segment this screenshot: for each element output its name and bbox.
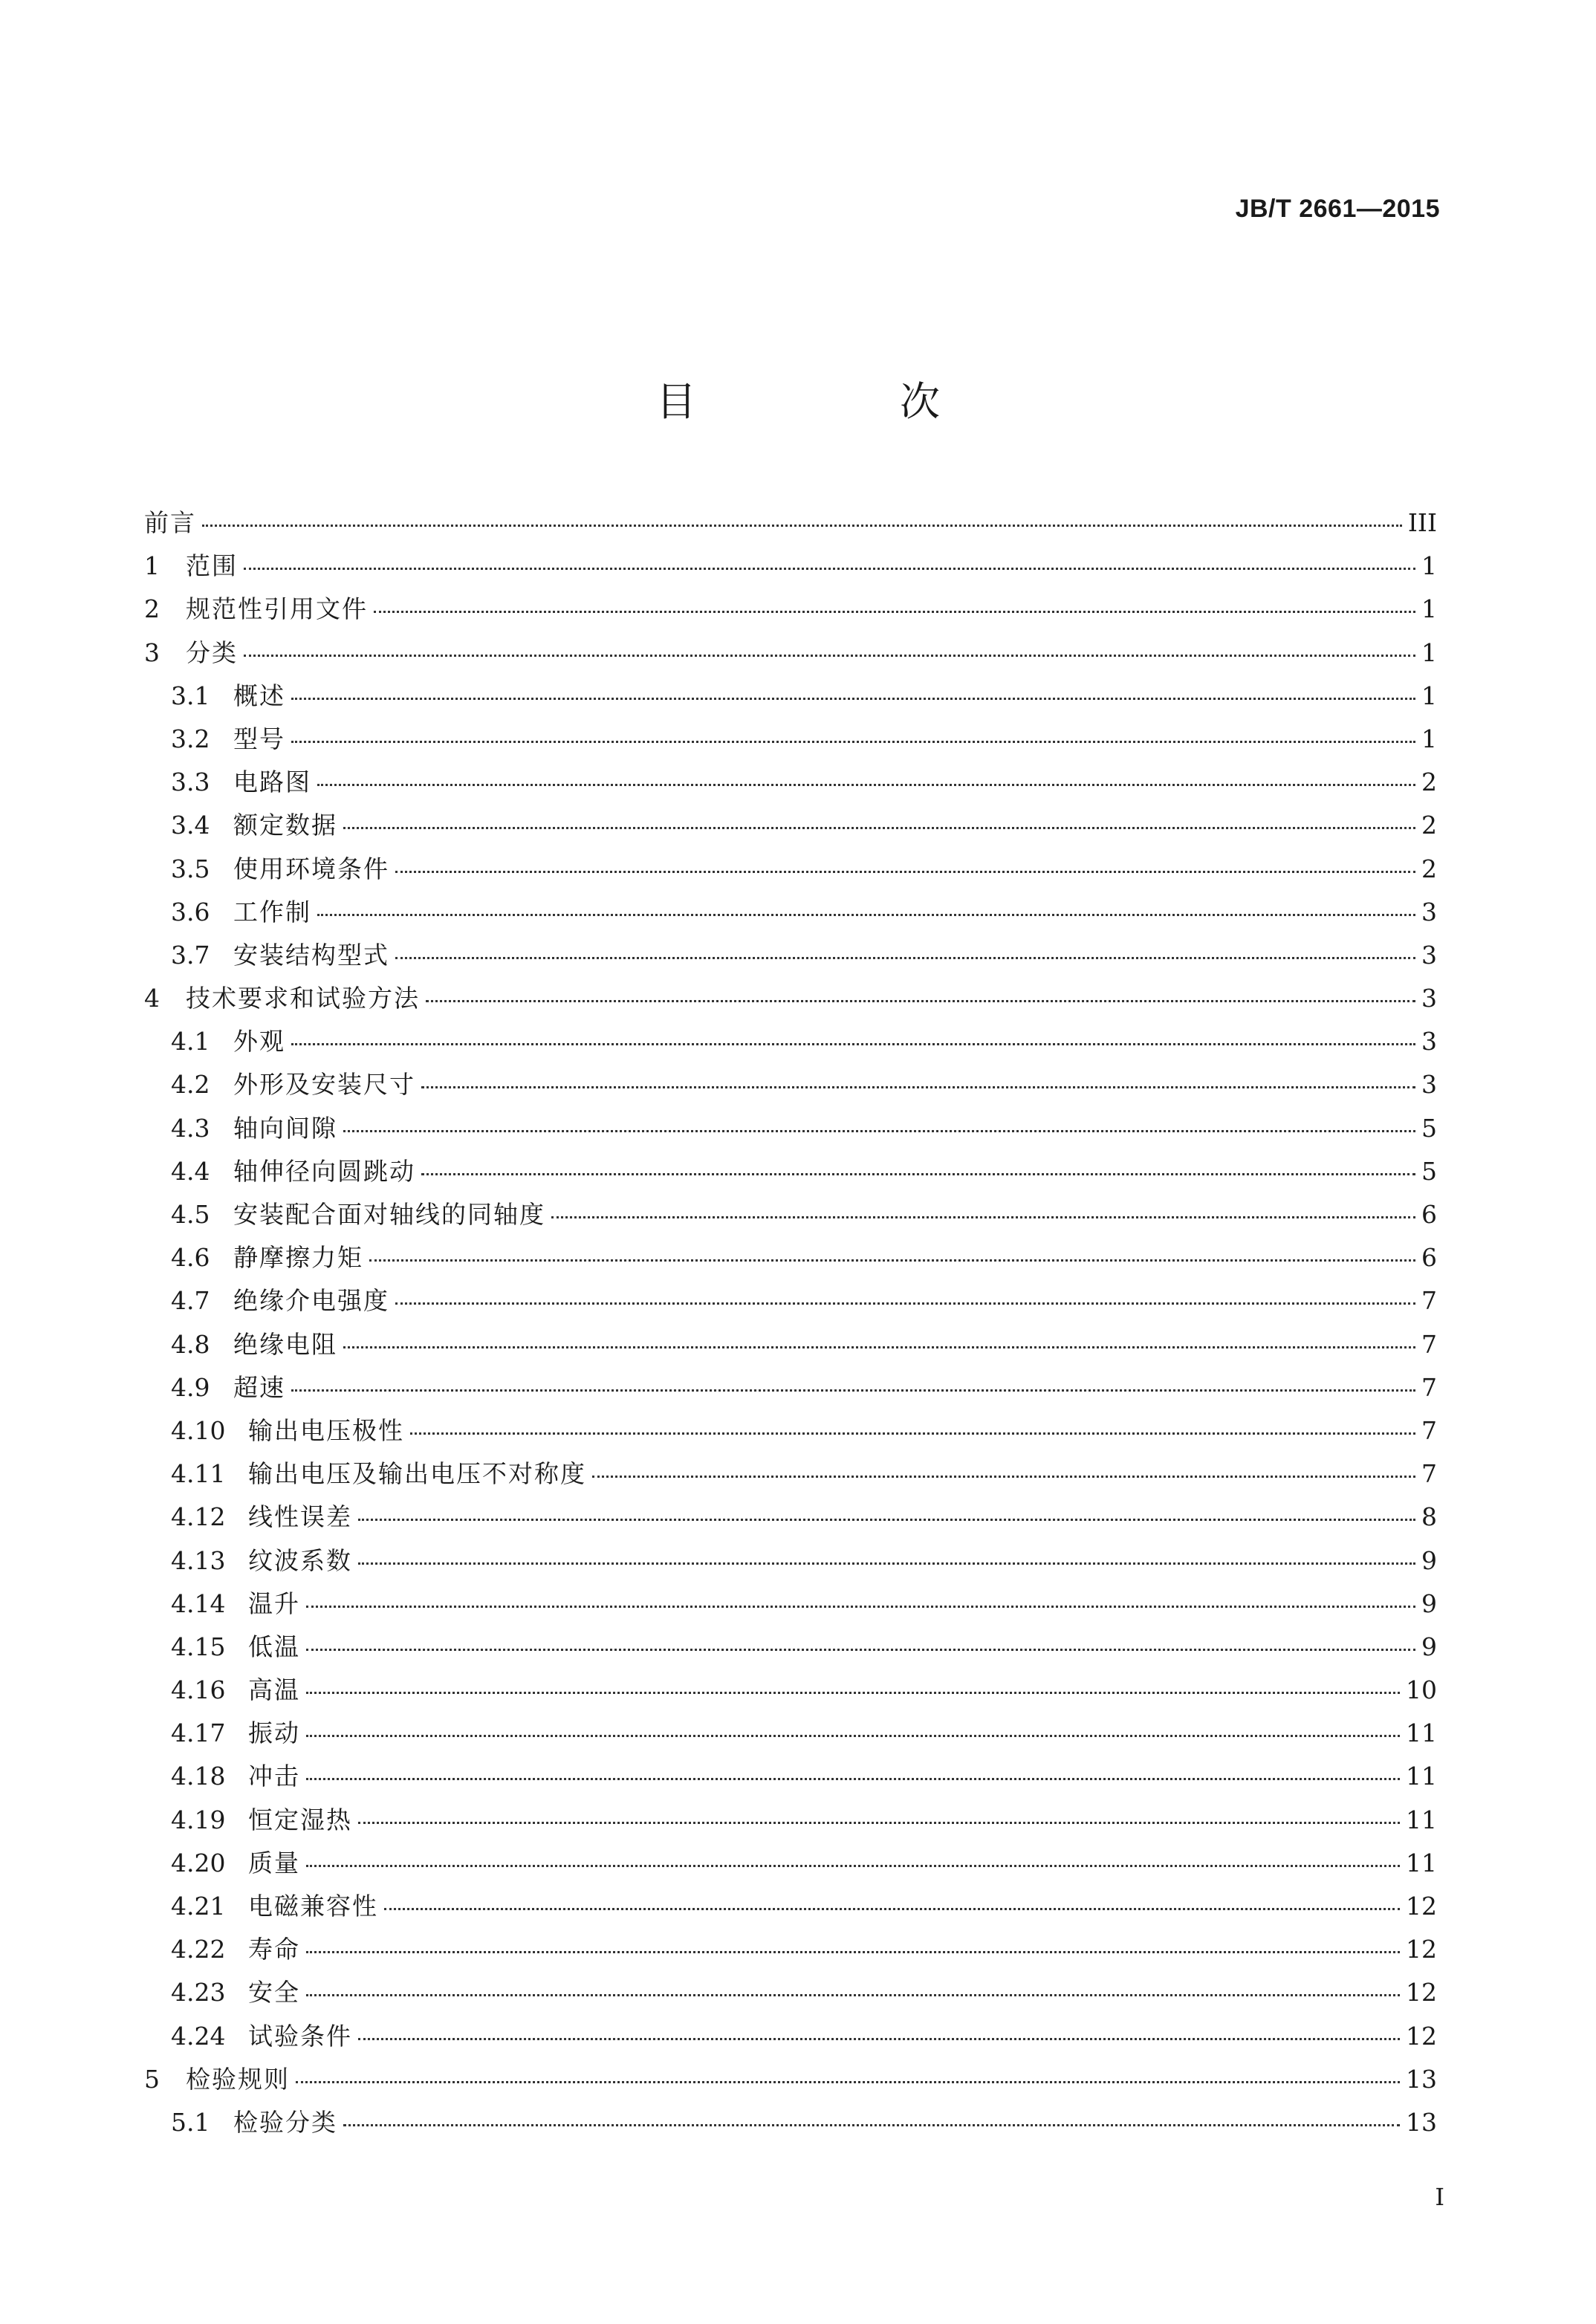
- toc-entry-number: 4.13: [171, 1545, 226, 1575]
- dot-leader: [244, 655, 1415, 657]
- toc-entry[interactable]: [144, 1152, 1437, 1195]
- toc-entry[interactable]: [144, 1022, 1437, 1065]
- toc-entry-number: 3.5: [171, 854, 210, 883]
- toc-entry-label: 输出电压及输出电压不对称度: [248, 1459, 586, 1489]
- dot-leader: [395, 957, 1415, 959]
- toc-entry-page: 12: [1406, 2021, 1437, 2051]
- toc-entry[interactable]: [144, 2103, 1437, 2146]
- dot-leader: [202, 525, 1402, 527]
- toc-entry-label: 低温: [248, 1632, 300, 1661]
- dot-leader: [306, 1994, 1400, 1996]
- toc-entry-label: 工作制: [233, 897, 311, 926]
- toc-entry[interactable]: [144, 2060, 1437, 2103]
- toc-entry-label: 纹波系数: [248, 1545, 352, 1575]
- toc-entry-number: 4.16: [171, 1675, 226, 1705]
- toc-entry[interactable]: [144, 1714, 1437, 1757]
- toc-entry-label: 前言: [144, 508, 196, 537]
- toc-entry[interactable]: [144, 1282, 1437, 1325]
- toc-entry-page: 2: [1421, 854, 1437, 883]
- toc-entry[interactable]: [144, 1455, 1437, 1498]
- toc-entry-number: 5.1: [171, 2107, 210, 2137]
- dot-leader: [410, 1432, 1415, 1435]
- toc-entry[interactable]: [144, 1973, 1437, 2016]
- toc-entry-number: 4.24: [171, 2021, 226, 2051]
- toc-entry-number: 3: [144, 637, 160, 667]
- toc-entry-number: 4.12: [171, 1502, 226, 1532]
- toc-entry-page: 6: [1421, 1243, 1437, 1273]
- toc-entry-number: 4.18: [171, 1762, 226, 1791]
- dot-leader: [306, 1865, 1400, 1867]
- page-number: I: [1435, 2183, 1444, 2211]
- toc-entry[interactable]: [144, 1585, 1437, 1628]
- toc-entry-page: 1: [1421, 681, 1437, 710]
- toc-entry-label: 线性误差: [248, 1502, 352, 1532]
- toc-entry-number: 4.22: [171, 1935, 226, 1964]
- toc-entry-label: 额定数据: [233, 811, 337, 840]
- toc-entry-number: 4.1: [171, 1027, 210, 1056]
- toc-entry-label: 技术要求和试验方法: [186, 984, 420, 1013]
- toc-entry-number: 4.2: [171, 1070, 210, 1100]
- toc-entry[interactable]: [144, 1930, 1437, 1973]
- toc-entry-number: 5: [144, 2064, 160, 2094]
- toc-entry[interactable]: [144, 806, 1437, 849]
- toc-entry[interactable]: [144, 1195, 1437, 1239]
- dot-leader: [421, 1173, 1415, 1175]
- toc-entry[interactable]: [144, 1109, 1437, 1152]
- toc-entry[interactable]: [144, 590, 1437, 633]
- toc-entry-number: 3.4: [171, 811, 210, 840]
- toc-entry[interactable]: [144, 1671, 1437, 1714]
- toc-entry-label: 使用环境条件: [233, 854, 389, 883]
- toc-entry-number: 4.3: [171, 1113, 210, 1143]
- toc-entry-number: 4.9: [171, 1372, 210, 1402]
- dot-leader: [317, 784, 1415, 786]
- toc-entry[interactable]: [144, 634, 1437, 677]
- dot-leader: [291, 1389, 1415, 1392]
- toc-entry-number: 2: [144, 594, 160, 624]
- toc-entry-page: 8: [1421, 1502, 1437, 1532]
- dot-leader: [384, 1908, 1400, 1910]
- toc-entry-page: 5: [1421, 1156, 1437, 1186]
- toc-entry-number: 3.6: [171, 897, 210, 926]
- toc-entry-label: 概述: [233, 681, 285, 710]
- toc-entry[interactable]: [144, 1325, 1437, 1369]
- toc-entry-page: 9: [1421, 1588, 1437, 1618]
- toc-entry[interactable]: [144, 1498, 1437, 1541]
- toc-entry-page: 3: [1421, 1027, 1437, 1056]
- toc-entry-page: 10: [1406, 1675, 1437, 1705]
- toc-entry[interactable]: [144, 677, 1437, 720]
- toc-entry-label: 超速: [233, 1372, 285, 1402]
- toc-entry[interactable]: [144, 1757, 1437, 1800]
- toc-entry-label: 检验分类: [233, 2107, 337, 2137]
- toc-entry-label: 试验条件: [248, 2021, 352, 2051]
- toc-entry[interactable]: [144, 720, 1437, 763]
- toc-entry[interactable]: [144, 763, 1437, 806]
- toc-entry-page: 12: [1406, 1892, 1437, 1921]
- dot-leader: [306, 1951, 1400, 1953]
- toc-entry-page: 2: [1421, 811, 1437, 840]
- toc-entry-label: 安装结构型式: [233, 940, 389, 970]
- dot-leader: [306, 1735, 1400, 1737]
- toc-entry-label: 轴向间隙: [233, 1113, 337, 1143]
- toc-entry-label: 型号: [233, 724, 285, 753]
- dot-leader: [358, 1562, 1415, 1565]
- toc-entry-label: 振动: [248, 1718, 300, 1748]
- toc-entry-page: 11: [1406, 1805, 1437, 1834]
- dot-leader: [306, 1778, 1400, 1780]
- toc-entry-number: 4.10: [171, 1415, 226, 1445]
- toc-entry-page: 9: [1421, 1632, 1437, 1661]
- dot-leader: [317, 914, 1415, 916]
- toc-entry-page: 13: [1406, 2107, 1437, 2137]
- toc-entry-label: 范围: [186, 551, 238, 581]
- dot-leader: [358, 1822, 1400, 1824]
- toc-entry[interactable]: [144, 850, 1437, 893]
- toc-entry-number: 4: [144, 984, 160, 1013]
- toc-entry-label: 规范性引用文件: [186, 594, 368, 624]
- toc-entry-label: 安全: [248, 1978, 300, 2007]
- toc-entry-label: 检验规则: [186, 2064, 290, 2094]
- dot-leader: [358, 2038, 1400, 2040]
- toc-entry-page: 1: [1421, 724, 1437, 753]
- toc-entry-label: 分类: [186, 637, 238, 667]
- toc-entry-page: 7: [1421, 1286, 1437, 1316]
- toc-entry-number: 4.4: [171, 1156, 210, 1186]
- toc-entry-label: 电磁兼容性: [248, 1892, 378, 1921]
- toc-entry-label: 轴伸径向圆跳动: [233, 1156, 415, 1186]
- toc-entry-page: 13: [1406, 2064, 1437, 2094]
- dot-leader: [592, 1476, 1415, 1478]
- toc-entry-number: 4.15: [171, 1632, 226, 1661]
- toc-entry-page: III: [1407, 508, 1437, 537]
- toc-entry[interactable]: [144, 936, 1437, 979]
- toc-entry-page: 9: [1421, 1545, 1437, 1575]
- dot-leader: [296, 2081, 1400, 2083]
- toc-entry-label: 电路图: [233, 767, 311, 797]
- toc-entry-label: 寿命: [248, 1935, 300, 1964]
- toc-entry-number: 3.1: [171, 681, 210, 710]
- dot-leader: [306, 1692, 1400, 1694]
- toc-entry[interactable]: [144, 1844, 1437, 1887]
- toc-entry-page: 3: [1421, 940, 1437, 970]
- toc-entry-number: 4.11: [171, 1459, 226, 1489]
- dot-leader: [369, 1259, 1415, 1262]
- toc-entry-page: 12: [1406, 1978, 1437, 2007]
- toc-entry-label: 温升: [248, 1588, 300, 1618]
- toc-entry-number: 4.8: [171, 1329, 210, 1359]
- toc-entry-page: 2: [1421, 767, 1437, 797]
- dot-leader: [244, 568, 1415, 570]
- dot-leader: [358, 1519, 1415, 1521]
- toc-entry[interactable]: [144, 1369, 1437, 1412]
- dot-leader: [291, 698, 1415, 700]
- toc-entry-page: 5: [1421, 1113, 1437, 1143]
- table-of-contents: [144, 504, 1437, 2146]
- toc-entry-number: 4.14: [171, 1588, 226, 1618]
- toc-entry-number: 4.20: [171, 1848, 226, 1877]
- toc-entry-label: 质量: [248, 1848, 300, 1877]
- dot-leader: [374, 611, 1415, 613]
- dot-leader: [343, 827, 1415, 829]
- toc-entry[interactable]: [144, 1239, 1437, 1282]
- toc-entry-number: 4.7: [171, 1286, 210, 1316]
- toc-entry-number: 3.7: [171, 940, 210, 970]
- toc-entry[interactable]: [144, 547, 1437, 590]
- dot-leader: [291, 1043, 1415, 1045]
- toc-entry-number: 3.2: [171, 724, 210, 753]
- toc-entry[interactable]: [144, 1628, 1437, 1671]
- dot-leader: [551, 1216, 1415, 1218]
- toc-entry-number: 1: [144, 551, 160, 581]
- toc-entry-number: 3.3: [171, 767, 210, 797]
- toc-entry[interactable]: [144, 979, 1437, 1022]
- toc-entry-page: 3: [1421, 897, 1437, 926]
- toc-entry-page: 1: [1421, 594, 1437, 624]
- toc-entry-number: 4.17: [171, 1718, 226, 1748]
- toc-entry-page: 6: [1421, 1200, 1437, 1229]
- dot-leader: [306, 1606, 1415, 1608]
- toc-entry-page: 1: [1421, 637, 1437, 667]
- toc-entry[interactable]: [144, 1801, 1437, 1844]
- toc-entry-page: 12: [1406, 1935, 1437, 1964]
- toc-entry-page: 3: [1421, 1070, 1437, 1100]
- toc-entry-number: 4.6: [171, 1243, 210, 1273]
- toc-entry-label: 静摩擦力矩: [233, 1243, 363, 1273]
- toc-entry[interactable]: [144, 1412, 1437, 1455]
- toc-entry-page: 7: [1421, 1459, 1437, 1489]
- toc-entry[interactable]: [144, 2017, 1437, 2060]
- toc-entry-label: 绝缘介电强度: [233, 1286, 389, 1316]
- toc-entry[interactable]: [144, 893, 1437, 936]
- toc-entry-label: 高温: [248, 1675, 300, 1705]
- dot-leader: [343, 1130, 1415, 1132]
- dot-leader: [395, 1302, 1415, 1305]
- toc-entry-number: 4.5: [171, 1200, 210, 1229]
- toc-entry-page: 11: [1406, 1762, 1437, 1791]
- toc-entry-label: 绝缘电阻: [233, 1329, 337, 1359]
- toc-entry[interactable]: [144, 1065, 1437, 1109]
- dot-leader: [306, 1649, 1415, 1651]
- toc-entry-page: 11: [1406, 1848, 1437, 1877]
- toc-entry-label: 外观: [233, 1027, 285, 1056]
- toc-entry[interactable]: [144, 1542, 1437, 1585]
- toc-entry-label: 冲击: [248, 1762, 300, 1791]
- toc-entry-page: 7: [1421, 1372, 1437, 1402]
- toc-entry[interactable]: [144, 1887, 1437, 1930]
- toc-title: 目 次: [656, 378, 1022, 425]
- dot-leader: [395, 871, 1415, 873]
- toc-entry-number: 4.23: [171, 1978, 226, 2007]
- document-code: JB/T 2661—2015: [1235, 195, 1440, 223]
- toc-entry-page: 1: [1421, 551, 1437, 581]
- toc-entry-page: 11: [1406, 1718, 1437, 1748]
- toc-entry-number: 4.19: [171, 1805, 226, 1834]
- toc-entry-page: 7: [1421, 1329, 1437, 1359]
- toc-entry-label: 外形及安装尺寸: [233, 1070, 415, 1100]
- toc-entry-label: 恒定湿热: [248, 1805, 352, 1834]
- toc-entry-page: 7: [1421, 1415, 1437, 1445]
- toc-entry-page: 3: [1421, 984, 1437, 1013]
- dot-leader: [343, 1346, 1415, 1348]
- dot-leader: [426, 1000, 1415, 1002]
- dot-leader: [421, 1086, 1415, 1088]
- toc-entry[interactable]: [144, 504, 1437, 547]
- dot-leader: [343, 2124, 1400, 2126]
- dot-leader: [291, 741, 1415, 743]
- toc-entry-label: 安装配合面对轴线的同轴度: [233, 1200, 545, 1229]
- toc-entry-label: 输出电压极性: [248, 1415, 404, 1445]
- toc-entry-number: 4.21: [171, 1892, 226, 1921]
